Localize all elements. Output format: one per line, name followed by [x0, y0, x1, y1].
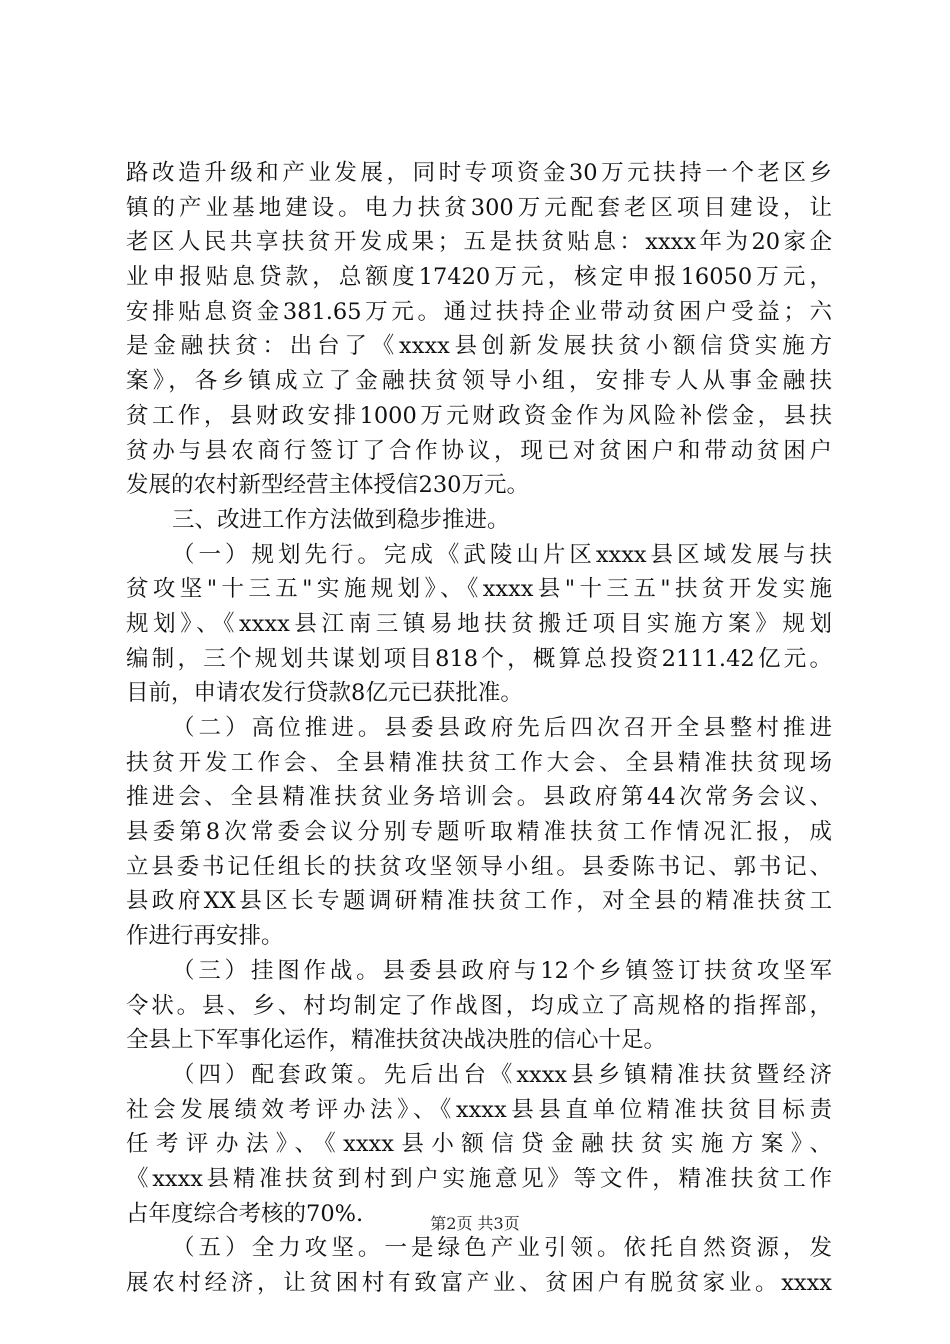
text-line: 展农村经济，让贫困村有致富产业、贫困户有脱贫家业。xxxx — [126, 1270, 832, 1296]
text-line: 目前，申请农发行贷款8亿元已获批准。 — [126, 680, 523, 707]
text-line: （四）配套政策。先后出台《xxxx县乡镇精准扶贫暨经济 — [172, 1061, 832, 1088]
text-line: 编制，三个规划共谋划项目818个，概算总投资2111.42亿元。 — [126, 645, 832, 672]
text-line: 路改造升级和产业发展，同时专项资金30万元扶持一个老区乡 — [126, 160, 832, 186]
text-line: 贫办与县农商行签订了合作协议，现已对贫困户和带动贫困户 — [126, 437, 832, 464]
text-line: 县政府XX县区长专题调研精准扶贫工作，对全县的精准扶贫工 — [126, 888, 832, 915]
text-line: 发展的农村新型经营主体授信230万元。 — [126, 472, 529, 499]
text-line: 老区人民共享扶贫开发成果；五是扶贫贴息：xxxx年为20家企 — [126, 229, 832, 256]
text-line: 全县上下军事化运作，精准扶贫决战决胜的信心十足。 — [126, 1027, 667, 1054]
text-line: 三、改进工作方法做到稳步推进。 — [172, 506, 510, 533]
text-line: 立县委书记任组长的扶贫攻坚领导小组。县委陈书记、郭书记、 — [126, 853, 832, 880]
document-body — [126, 156, 832, 1301]
text-line: 作进行再安排。 — [126, 923, 284, 950]
text-line: 扶贫开发工作会、全县精准扶贫工作大会、全县精准扶贫现场 — [126, 749, 832, 776]
text-line: （一）规划先行。完成《武陵山片区xxxx县区域发展与扶 — [172, 541, 832, 568]
text-line: （五）全力攻坚。一是绿色产业引领。依托自然资源，发 — [172, 1235, 832, 1262]
text-line: 贫工作，县财政安排1000万元财政资金作为风险补偿金，县扶 — [126, 402, 832, 429]
text-line: （二）高位推进。县委县政府先后四次召开全县整村推进 — [172, 715, 832, 741]
text-line: 《xxxx县精准扶贫到村到户实施意见》等文件，精准扶贫工作 — [126, 1165, 832, 1192]
text-line: 社会发展绩效考评办法》、《xxxx县县直单位精准扶贫目标责 — [126, 1096, 832, 1123]
text-line: 贫攻坚"十三五"实施规划》、《xxxx县"十三五"扶贫开发实施 — [126, 576, 832, 603]
text-line: 县委第8次常委会议分别专题听取精准扶贫工作情况汇报，成 — [126, 819, 832, 846]
text-line: 任考评办法》、《xxxx县小额信贷金融扶贫实施方案》、 — [126, 1131, 832, 1158]
text-line: 安排贴息资金381.65万元。通过扶持企业带动贫困户受益；六 — [126, 298, 832, 325]
text-line: 推进会、全县精准扶贫业务培训会。县政府第44次常务会议、 — [126, 784, 832, 811]
text-line: 案》，各乡镇成立了金融扶贫领导小组，安排专人从事金融扶 — [126, 368, 832, 395]
text-line: 是金融扶贫：出台了《xxxx县创新发展扶贫小额信贷实施方 — [126, 333, 832, 360]
page-number-label: 第2页 共3页 — [430, 1214, 520, 1233]
page-footer — [0, 1213, 950, 1235]
text-line: 令状。县、乡、村均制定了作战图，均成立了高规格的指挥部， — [126, 992, 832, 1019]
text-line: 镇的产业基地建设。电力扶贫300万元配套老区项目建设，让 — [126, 194, 832, 221]
text-line: 规划》、《xxxx县江南三镇易地扶贫搬迁项目实施方案》规划 — [126, 610, 832, 637]
text-line: 业申报贴息贷款，总额度17420万元，核定申报16050万元， — [126, 264, 832, 291]
text-line: 占年度综合考核的70%. — [126, 1200, 364, 1227]
text-line: （三）挂图作战。县委县政府与12个乡镇签订扶贫攻坚军 — [172, 957, 832, 984]
